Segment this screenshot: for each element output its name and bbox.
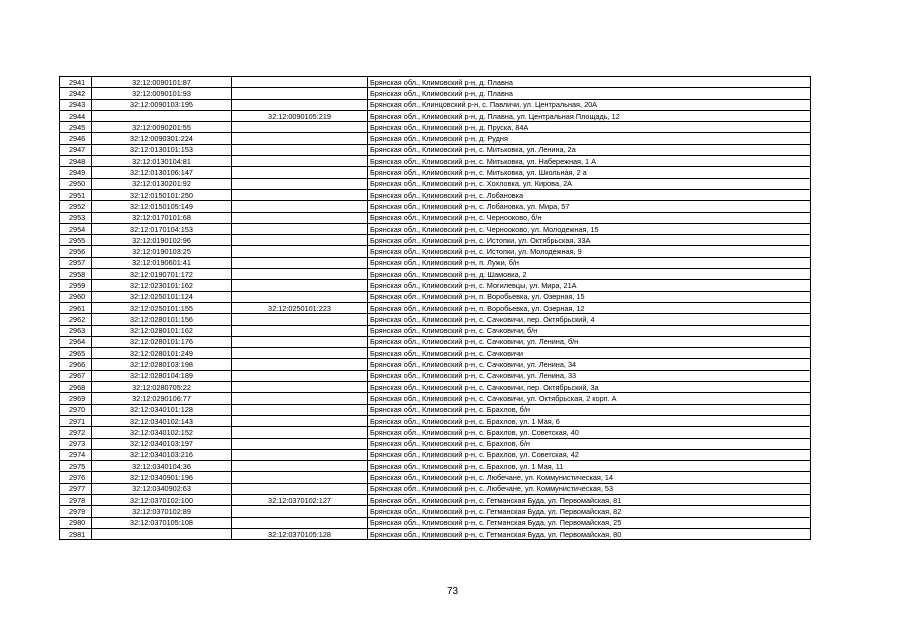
secondary-cadastral-number-cell <box>232 517 368 528</box>
address-cell: Брянская обл., Климовский р-н, с. Гетманская Буда, ул. Первомайская, 80 <box>368 528 811 539</box>
address-cell: Брянская обл., Климовский р-н, п. Воробьевка, ул. Озерная, 12 <box>368 302 811 313</box>
table-row <box>60 302 811 313</box>
row-number-cell: 2953 <box>60 212 92 223</box>
address-cell: Брянская обл., Климовский р-н, д. Плавна <box>368 77 811 88</box>
table-body <box>60 77 811 540</box>
table-row <box>60 235 811 246</box>
address-cell: Брянская обл., Климовский р-н, с. Митьковка, ул. Ленина, 2а <box>368 144 811 155</box>
address-cell: Брянская обл., Климовский р-н, д. Плавна, ул. Центральная Площадь, 12 <box>368 110 811 121</box>
secondary-cadastral-number-cell <box>232 223 368 234</box>
table-row <box>60 506 811 517</box>
row-number-cell: 2957 <box>60 257 92 268</box>
row-number-cell: 2950 <box>60 178 92 189</box>
cadastral-number-cell: 32:12:0170104:153 <box>92 223 232 234</box>
table-row <box>60 427 811 438</box>
secondary-cadastral-number-cell <box>232 325 368 336</box>
row-number-cell: 2954 <box>60 223 92 234</box>
secondary-cadastral-number-cell: 32:12:0370102:127 <box>232 494 368 505</box>
address-cell: Брянская обл., Климовский р-н, с. Лобановка, ул. Мира, 57 <box>368 201 811 212</box>
cadastral-number-cell: 32:12:0280705:22 <box>92 382 232 393</box>
address-cell: Брянская обл., Климовский р-н, с. Брахлов, ул. Советская, 42 <box>368 449 811 460</box>
secondary-cadastral-number-cell <box>232 189 368 200</box>
secondary-cadastral-number-cell <box>232 382 368 393</box>
secondary-cadastral-number-cell <box>232 122 368 133</box>
secondary-cadastral-number-cell <box>232 393 368 404</box>
address-cell: Брянская обл., Климовский р-н, с. Митьковка, ул. Школьная, 2 а <box>368 167 811 178</box>
address-cell: Брянская обл., Климовский р-н, с. Брахлов, б/н <box>368 404 811 415</box>
address-cell: Брянская обл., Климовский р-н, с. Брахлов, ул. 1 Мая, 6 <box>368 415 811 426</box>
address-cell: Брянская обл., Климовский р-н, с. Любечане, ул. Коммунистическая, 14 <box>368 472 811 483</box>
cadastral-number-cell: 32:12:0370105:108 <box>92 517 232 528</box>
cadastral-number-cell: 32:12:0190102:96 <box>92 235 232 246</box>
address-cell: Брянская обл., Климовский р-н, с. Хохловка, ул. Кирова, 2А <box>368 178 811 189</box>
secondary-cadastral-number-cell <box>232 291 368 302</box>
secondary-cadastral-number-cell <box>232 280 368 291</box>
cadastral-number-cell: 32:12:0130104:81 <box>92 156 232 167</box>
row-number-cell: 2964 <box>60 336 92 347</box>
row-number-cell: 2976 <box>60 472 92 483</box>
row-number-cell: 2965 <box>60 348 92 359</box>
table-row <box>60 133 811 144</box>
table-row <box>60 415 811 426</box>
row-number-cell: 2958 <box>60 269 92 280</box>
address-cell: Брянская обл., Климовский р-н, с. Истопки, ул. Молодежная, 9 <box>368 246 811 257</box>
table-row <box>60 167 811 178</box>
row-number-cell: 2966 <box>60 359 92 370</box>
table-row <box>60 325 811 336</box>
cadastral-number-cell: 32:12:0370102:89 <box>92 506 232 517</box>
address-cell: Брянская обл., Климовский р-н, с. Сачковичи, ул. Октябрьская, 2 корп. А <box>368 393 811 404</box>
table-row <box>60 257 811 268</box>
secondary-cadastral-number-cell <box>232 506 368 517</box>
row-number-cell: 2959 <box>60 280 92 291</box>
table-row <box>60 314 811 325</box>
row-number-cell: 2961 <box>60 302 92 313</box>
row-number-cell: 2980 <box>60 517 92 528</box>
row-number-cell: 2974 <box>60 449 92 460</box>
table-row <box>60 122 811 133</box>
secondary-cadastral-number-cell <box>232 88 368 99</box>
address-cell: Брянская обл., Климовский р-н, с. Сачковичи, ул. Ленина, б/н <box>368 336 811 347</box>
address-cell: Брянская обл., Климовский р-н, с. Брахлов, ул. 1 Мая, 11 <box>368 461 811 472</box>
secondary-cadastral-number-cell <box>232 235 368 246</box>
address-cell: Брянская обл., Климовский р-н, с. Сачковичи, ул. Ленина, 34 <box>368 359 811 370</box>
secondary-cadastral-number-cell <box>232 201 368 212</box>
table-row <box>60 189 811 200</box>
address-cell: Брянская обл., Климовский р-н, д. Плавна <box>368 88 811 99</box>
cadastral-number-cell: 32:12:0340901:196 <box>92 472 232 483</box>
cadastral-number-cell: 32:12:0090101:93 <box>92 88 232 99</box>
row-number-cell: 2949 <box>60 167 92 178</box>
row-number-cell: 2943 <box>60 99 92 110</box>
cadastral-number-cell: 32:12:0340104:36 <box>92 461 232 472</box>
address-cell: Брянская обл., Клинцовский р-н, с. Павличи, ул. Центральная, 20А <box>368 99 811 110</box>
row-number-cell: 2960 <box>60 291 92 302</box>
secondary-cadastral-number-cell <box>232 246 368 257</box>
row-number-cell: 2979 <box>60 506 92 517</box>
cadastral-number-cell: 32:12:0370102:100 <box>92 494 232 505</box>
table-row <box>60 382 811 393</box>
address-cell: Брянская обл., Климовский р-н, д. Шамовка, 2 <box>368 269 811 280</box>
secondary-cadastral-number-cell <box>232 77 368 88</box>
secondary-cadastral-number-cell <box>232 167 368 178</box>
table-row <box>60 77 811 88</box>
cadastral-number-cell: 32:12:0090301:224 <box>92 133 232 144</box>
secondary-cadastral-number-cell <box>232 269 368 280</box>
secondary-cadastral-number-cell <box>232 404 368 415</box>
row-number-cell: 2952 <box>60 201 92 212</box>
cadastral-number-cell <box>92 528 232 539</box>
table-row <box>60 472 811 483</box>
address-cell: Брянская обл., Климовский р-н, с. Лобановка <box>368 189 811 200</box>
cadastral-number-cell: 32:12:0340102:152 <box>92 427 232 438</box>
cadastral-number-cell: 32:12:0090101:87 <box>92 77 232 88</box>
secondary-cadastral-number-cell <box>232 449 368 460</box>
address-cell: Брянская обл., Климовский р-н, с. Сачковичи, пер. Октябрьский, 3а <box>368 382 811 393</box>
row-number-cell: 2967 <box>60 370 92 381</box>
secondary-cadastral-number-cell <box>232 144 368 155</box>
table-row <box>60 156 811 167</box>
table-row <box>60 223 811 234</box>
cadastral-number-cell: 32:12:0090103:195 <box>92 99 232 110</box>
table-row <box>60 359 811 370</box>
secondary-cadastral-number-cell <box>232 336 368 347</box>
cadastral-number-cell: 32:12:0190103:25 <box>92 246 232 257</box>
secondary-cadastral-number-cell <box>232 156 368 167</box>
address-cell: Брянская обл., Климовский р-н, п. Лужи, б/н <box>368 257 811 268</box>
table-row <box>60 494 811 505</box>
row-number-cell: 2975 <box>60 461 92 472</box>
secondary-cadastral-number-cell <box>232 212 368 223</box>
table-row <box>60 461 811 472</box>
secondary-cadastral-number-cell: 32:12:0090105:219 <box>232 110 368 121</box>
row-number-cell: 2956 <box>60 246 92 257</box>
secondary-cadastral-number-cell <box>232 133 368 144</box>
cadastral-number-cell: 32:12:0130201:92 <box>92 178 232 189</box>
table-row <box>60 201 811 212</box>
secondary-cadastral-number-cell <box>232 472 368 483</box>
address-cell: Брянская обл., Климовский р-н, д. Пруска, 84А <box>368 122 811 133</box>
address-cell: Брянская обл., Климовский р-н, с. Гетманская Буда, ул. Первомайская, 81 <box>368 494 811 505</box>
table-row <box>60 348 811 359</box>
address-cell: Брянская обл., Климовский р-н, с. Могилевцы, ул. Мира, 21А <box>368 280 811 291</box>
address-cell: Брянская обл., Климовский р-н, с. Сачковичи, б/н <box>368 325 811 336</box>
cadastral-number-cell: 32:12:0150105:149 <box>92 201 232 212</box>
table-row <box>60 291 811 302</box>
table-row <box>60 483 811 494</box>
secondary-cadastral-number-cell <box>232 99 368 110</box>
table-row <box>60 404 811 415</box>
table-row <box>60 438 811 449</box>
cadastral-number-cell: 32:12:0290106:77 <box>92 393 232 404</box>
cadastral-number-cell: 32:12:0340103:216 <box>92 449 232 460</box>
row-number-cell: 2970 <box>60 404 92 415</box>
secondary-cadastral-number-cell <box>232 415 368 426</box>
row-number-cell: 2955 <box>60 235 92 246</box>
address-cell: Брянская обл., Климовский р-н, с. Брахлов, ул. Советская, 40 <box>368 427 811 438</box>
address-cell: Брянская обл., Климовский р-н, п. Воробьевка, ул. Озерная, 15 <box>368 291 811 302</box>
row-number-cell: 2963 <box>60 325 92 336</box>
cadastral-number-cell: 32:12:0340902:63 <box>92 483 232 494</box>
table-row <box>60 449 811 460</box>
row-number-cell: 2977 <box>60 483 92 494</box>
row-number-cell: 2973 <box>60 438 92 449</box>
cadastral-number-cell: 32:12:0130106:147 <box>92 167 232 178</box>
table-row <box>60 517 811 528</box>
address-cell: Брянская обл., Климовский р-н, с. Гетманская Буда, ул. Первомайская, 82 <box>368 506 811 517</box>
table-row <box>60 336 811 347</box>
secondary-cadastral-number-cell <box>232 257 368 268</box>
table-row <box>60 528 811 539</box>
cadastral-number-cell: 32:12:0090201:55 <box>92 122 232 133</box>
table-row <box>60 88 811 99</box>
cadastral-number-cell: 32:12:0340101:128 <box>92 404 232 415</box>
secondary-cadastral-number-cell <box>232 314 368 325</box>
table-row <box>60 99 811 110</box>
row-number-cell: 2978 <box>60 494 92 505</box>
cadastral-number-cell: 32:12:0280104:189 <box>92 370 232 381</box>
cadastral-number-cell: 32:12:0250101:124 <box>92 291 232 302</box>
cadastral-number-cell: 32:12:0230101:162 <box>92 280 232 291</box>
secondary-cadastral-number-cell <box>232 461 368 472</box>
row-number-cell: 2947 <box>60 144 92 155</box>
table-row <box>60 280 811 291</box>
row-number-cell: 2945 <box>60 122 92 133</box>
secondary-cadastral-number-cell <box>232 178 368 189</box>
address-cell: Брянская обл., Климовский р-н, с. Сачковичи, ул. Ленина, 33 <box>368 370 811 381</box>
cadastral-number-cell: 32:12:0130101:153 <box>92 144 232 155</box>
address-cell: Брянская обл., Климовский р-н, с. Сачковичи <box>368 348 811 359</box>
row-number-cell: 2946 <box>60 133 92 144</box>
address-cell: Брянская обл., Климовский р-н, с. Гетманская Буда, ул. Первомайская, 25 <box>368 517 811 528</box>
row-number-cell: 2972 <box>60 427 92 438</box>
secondary-cadastral-number-cell <box>232 427 368 438</box>
row-number-cell: 2941 <box>60 77 92 88</box>
address-cell: Брянская обл., Климовский р-н, с. Любечане, ул. Коммунистическая, 53 <box>368 483 811 494</box>
row-number-cell: 2948 <box>60 156 92 167</box>
table-row <box>60 110 811 121</box>
secondary-cadastral-number-cell <box>232 359 368 370</box>
table-row <box>60 246 811 257</box>
address-cell: Брянская обл., Климовский р-н, д. Рудня <box>368 133 811 144</box>
table-row <box>60 144 811 155</box>
address-cell: Брянская обл., Климовский р-н, с. Истопки, ул. Октябрьская, 33А <box>368 235 811 246</box>
secondary-cadastral-number-cell <box>232 438 368 449</box>
address-cell: Брянская обл., Климовский р-н, с. Чернооково, ул. Молодежная, 15 <box>368 223 811 234</box>
cadastral-number-cell: 32:12:0150101:250 <box>92 189 232 200</box>
table-row <box>60 370 811 381</box>
cadastral-number-cell: 32:12:0340103:197 <box>92 438 232 449</box>
cadastral-number-cell: 32:12:0190601:41 <box>92 257 232 268</box>
row-number-cell: 2969 <box>60 393 92 404</box>
secondary-cadastral-number-cell: 32:12:0250101:223 <box>232 302 368 313</box>
row-number-cell: 2981 <box>60 528 92 539</box>
cadastral-number-cell: 32:12:0190701:172 <box>92 269 232 280</box>
secondary-cadastral-number-cell <box>232 483 368 494</box>
cadastral-number-cell: 32:12:0280101:249 <box>92 348 232 359</box>
table-row <box>60 269 811 280</box>
table-row <box>60 212 811 223</box>
cadastral-number-cell: 32:12:0280103:198 <box>92 359 232 370</box>
cadastral-number-cell: 32:12:0170101:68 <box>92 212 232 223</box>
address-cell: Брянская обл., Климовский р-н, с. Брахлов, б/н <box>368 438 811 449</box>
secondary-cadastral-number-cell <box>232 370 368 381</box>
address-cell: Брянская обл., Климовский р-н, с. Сачковичи, пер. Октябрьский, 4 <box>368 314 811 325</box>
cadastral-number-cell: 32:12:0280101:162 <box>92 325 232 336</box>
page-number: 73 <box>446 586 459 597</box>
cadastral-number-cell: 32:12:0280101:156 <box>92 314 232 325</box>
row-number-cell: 2951 <box>60 189 92 200</box>
row-number-cell: 2962 <box>60 314 92 325</box>
address-cell: Брянская обл., Климовский р-н, с. Чернооково, б/н <box>368 212 811 223</box>
cadastral-number-cell <box>92 110 232 121</box>
row-number-cell: 2971 <box>60 415 92 426</box>
secondary-cadastral-number-cell: 32:12:0370105:128 <box>232 528 368 539</box>
table-row <box>60 178 811 189</box>
secondary-cadastral-number-cell <box>232 348 368 359</box>
row-number-cell: 2968 <box>60 382 92 393</box>
cadastral-number-cell: 32:12:0250101:155 <box>92 302 232 313</box>
row-number-cell: 2942 <box>60 88 92 99</box>
table-row <box>60 393 811 404</box>
row-number-cell: 2944 <box>60 110 92 121</box>
address-cell: Брянская обл., Климовский р-н, с. Митьковка, ул. Набережная, 1 А <box>368 156 811 167</box>
cadastral-number-cell: 32:12:0280101:176 <box>92 336 232 347</box>
cadastral-number-cell: 32:12:0340102:143 <box>92 415 232 426</box>
land-parcel-table <box>59 76 811 540</box>
